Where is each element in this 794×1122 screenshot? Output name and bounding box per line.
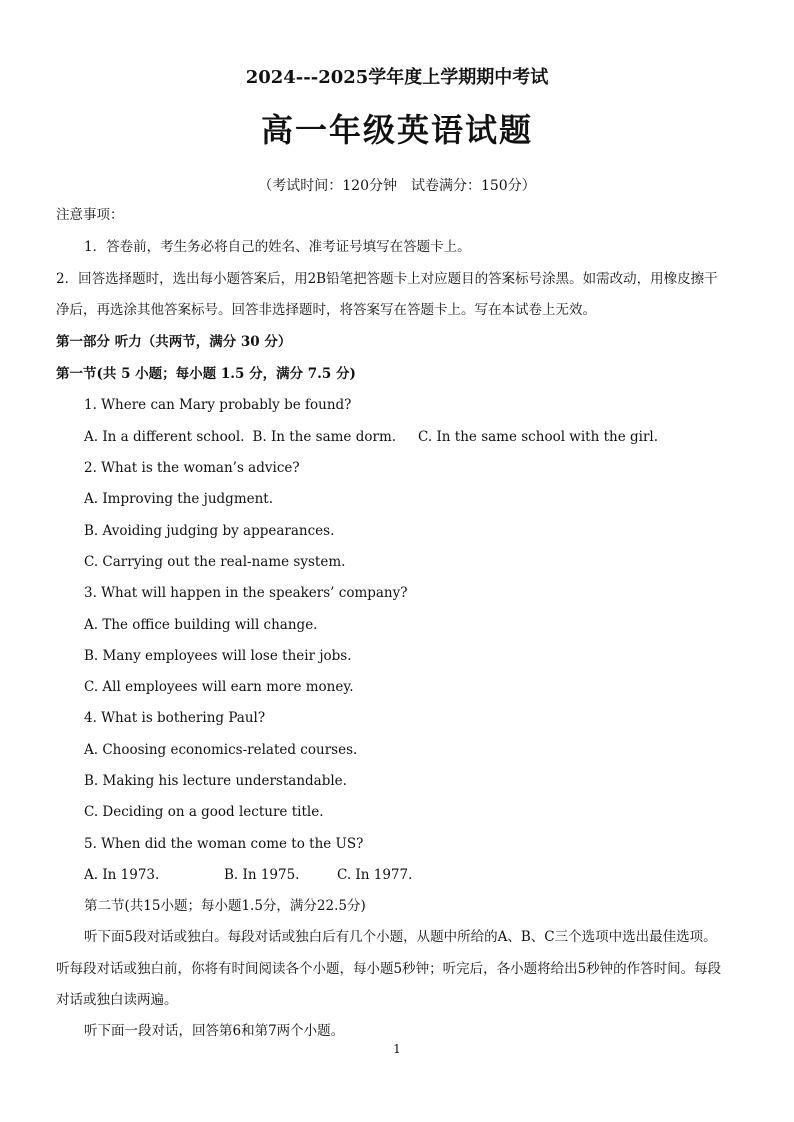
question-4-option-b: B. Making his lecture understandable.	[84, 773, 347, 789]
question-1-option-c: C. In the same school with the girl.	[418, 429, 659, 445]
exam-name: 2024---2025学年度上学期期中考试	[245, 67, 549, 88]
question-2-stem: 2. What is the woman’s advice?	[84, 460, 300, 476]
page-number: 1	[393, 1042, 401, 1056]
section2-instructions-line-1: 听下面5段对话或独白。每段对话或独白后有几个小题，从题中所给的A、B、C三个选项中选出最佳选项。	[84, 929, 717, 945]
question-4-option-c: C. Deciding on a good lecture title.	[84, 804, 324, 820]
exam-info: （考试时间：120分钟 试卷满分：150分）	[258, 178, 536, 194]
section2-next-dialogue: 听下面一段对话，回答第6和第7两个小题。	[84, 1023, 345, 1039]
notes-item-2-line-2: 净后，再选涂其他答案标号。回答非选择题时，将答案写在答题卡上。写在本试卷上无效。	[56, 302, 596, 318]
part1-heading: 第一部分 听力（共两节，满分 30 分）	[56, 334, 292, 350]
question-3-option-a: A. The office building will change.	[84, 617, 318, 633]
section2-instructions-line-2: 听每段对话或独白前，你将有时间阅读各个小题，每小题5秒钟；听完后，各小题将给出5秒钟的作答时间。每段	[56, 961, 722, 977]
section2-heading: 第二节(共15小题；每小题1.5分，满分22.5分)	[84, 898, 366, 914]
notes-heading: 注意事项：	[56, 207, 124, 223]
question-4-stem: 4. What is bothering Paul?	[84, 710, 266, 726]
exam-title: 高一年级英语试题	[260, 111, 533, 149]
question-3-option-c: C. All employees will earn more money.	[84, 679, 354, 695]
question-3-option-b: B. Many employees will lose their jobs.	[84, 648, 352, 664]
section2-instructions-line-3: 对话或独白读两遍。	[56, 992, 178, 1008]
question-1-stem: 1. Where can Mary probably be found?	[84, 397, 352, 413]
question-5-option-a: A. In 1973.	[84, 867, 160, 883]
question-2-option-c: C. Carrying out the real-name system.	[84, 554, 346, 570]
question-2-option-a: A. Improving the judgment.	[84, 491, 274, 507]
question-4-option-a: A. Choosing economics-related courses.	[84, 742, 358, 758]
question-2-option-b: B. Avoiding judging by appearances.	[84, 523, 335, 539]
notes-item-2-line-1: 2．回答选择题时，选出每小题答案后，用2B铅笔把答题卡上对应题目的答案标号涂黑。如需改动，用橡皮擦干	[56, 271, 718, 287]
section1-heading: 第一节(共 5 小题；每小题 1.5 分，满分 7.5 分)	[56, 366, 356, 382]
question-5-option-b: B. In 1975.	[224, 867, 300, 883]
notes-item-1: 1．答卷前，考生务必将自己的姓名、准考证号填写在答题卡上。	[84, 239, 471, 255]
question-1-option-a: A. In a different school.	[84, 429, 245, 445]
question-5-stem: 5. When did the woman come to the US?	[84, 836, 364, 852]
question-3-stem: 3. What will happen in the speakers’ company?	[84, 585, 408, 601]
question-1-option-b: B. In the same dorm.	[252, 429, 397, 445]
question-5-option-c: C. In 1977.	[337, 867, 413, 883]
question-1-options	[84, 428, 658, 446]
